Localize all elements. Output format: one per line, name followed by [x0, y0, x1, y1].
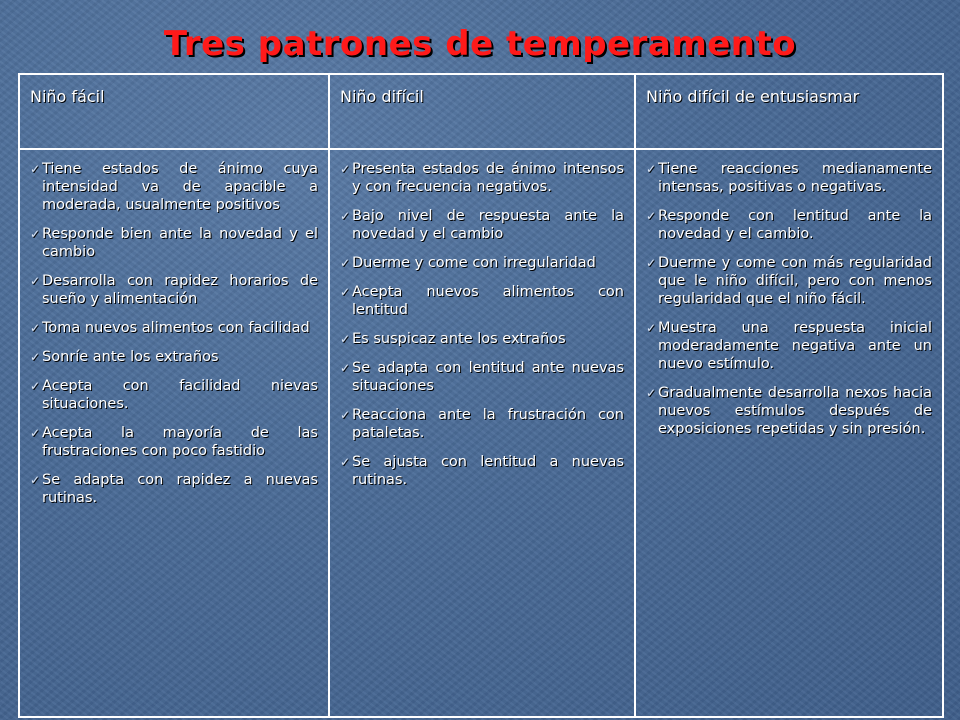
header-cell-difficult-child: Niño difícil [329, 74, 635, 149]
check-icon: ✓ [646, 162, 657, 176]
list-item [30, 471, 318, 507]
list-item [646, 207, 932, 243]
list-item-text: Acepta con facilidad nievas situaciones. [42, 378, 318, 412]
list-item [30, 377, 318, 413]
check-icon: ✓ [30, 379, 41, 393]
list-item-text: Es suspicaz ante los extraños [352, 331, 566, 347]
check-icon: ✓ [30, 321, 41, 335]
check-icon: ✓ [340, 209, 351, 223]
check-icon: ✓ [340, 361, 351, 375]
check-icon: ✓ [30, 274, 41, 288]
list-item [646, 160, 932, 196]
list-item [30, 424, 318, 460]
list-item-text: Tiene estados de ánimo cuya intensidad va de apacible a moderada, usualmente positivos [42, 161, 318, 213]
check-icon: ✓ [340, 332, 351, 346]
list-item [30, 348, 318, 366]
list-item-text: Bajo nivel de respuesta ante la novedad y el cambio [352, 208, 624, 242]
list-item [30, 272, 318, 308]
trait-list-slow-to-warm-child [646, 160, 932, 438]
list-item [340, 406, 624, 442]
check-icon: ✓ [30, 227, 41, 241]
list-item-text: Desarrolla con rapidez horarios de sueño y alimentación [42, 273, 318, 307]
list-item [646, 384, 932, 438]
list-item-text: Acepta nuevos alimentos con lentitud [352, 284, 624, 318]
list-item-text: Presenta estados de ánimo intensos y con frecuencia negativos. [352, 161, 624, 195]
check-icon: ✓ [340, 162, 351, 176]
check-icon: ✓ [30, 162, 41, 176]
list-item-text: Responde con lentitud ante la novedad y el cambio. [658, 208, 932, 242]
body-cell-difficult-child [329, 149, 635, 717]
check-icon: ✓ [30, 426, 41, 440]
check-icon: ✓ [646, 209, 657, 223]
check-icon: ✓ [646, 386, 657, 400]
check-icon: ✓ [646, 256, 657, 270]
list-item [30, 319, 318, 337]
check-icon: ✓ [340, 455, 351, 469]
check-icon: ✓ [340, 285, 351, 299]
list-item-text: Duerme y come con irregularidad [352, 255, 596, 271]
list-item [340, 330, 624, 348]
list-item-text: Tiene reacciones medianamente intensas, positivas o negativas. [658, 161, 932, 195]
table-body-row [19, 149, 943, 717]
list-item [30, 160, 318, 214]
trait-list-easy-child [30, 160, 318, 507]
list-item [340, 254, 624, 272]
list-item-text: Se ajusta con lentitud a nuevas rutinas. [352, 454, 624, 488]
list-item [340, 453, 624, 489]
check-icon: ✓ [30, 350, 41, 364]
list-item [646, 319, 932, 373]
slide-title: Tres patrones de temperamento [163, 24, 797, 64]
check-icon: ✓ [340, 256, 351, 270]
list-item-text: Se adapta con rapidez a nuevas rutinas. [42, 472, 318, 506]
list-item [340, 207, 624, 243]
list-item [340, 283, 624, 319]
list-item-text: Muestra una respuesta inicial moderadamente negativa ante un nuevo estímulo. [658, 320, 932, 372]
header-cell-slow-to-warm-child: Niño difícil de entusiasmar [635, 74, 943, 149]
check-icon: ✓ [646, 321, 657, 335]
table-header-row [19, 74, 943, 149]
list-item-text: Toma nuevos alimentos con facilidad [42, 320, 310, 336]
body-cell-slow-to-warm-child [635, 149, 943, 717]
list-item-text: Reacciona ante la frustración con pataletas. [352, 407, 624, 441]
header-cell-easy-child: Niño fácil [19, 74, 329, 149]
list-item-text: Duerme y come con más regularidad que le niño difícil, pero con menos regularidad que el niño fácil. [658, 255, 932, 307]
temperament-table [18, 73, 944, 718]
check-icon: ✓ [340, 408, 351, 422]
body-cell-easy-child [19, 149, 329, 717]
list-item [646, 254, 932, 308]
check-icon: ✓ [30, 473, 41, 487]
trait-list-difficult-child [340, 160, 624, 489]
list-item [30, 225, 318, 261]
list-item-text: Gradualmente desarrolla nexos hacia nuevos estímulos después de exposiciones repetidas y sin presión. [658, 385, 932, 437]
list-item-text: Sonríe ante los extraños [42, 349, 219, 365]
list-item [340, 359, 624, 395]
list-item-text: Responde bien ante la novedad y el cambio [42, 226, 318, 260]
list-item-text: Acepta la mayoría de las frustraciones con poco fastidio [42, 425, 318, 459]
list-item [340, 160, 624, 196]
list-item-text: Se adapta con lentitud ante nuevas situaciones [352, 360, 624, 394]
